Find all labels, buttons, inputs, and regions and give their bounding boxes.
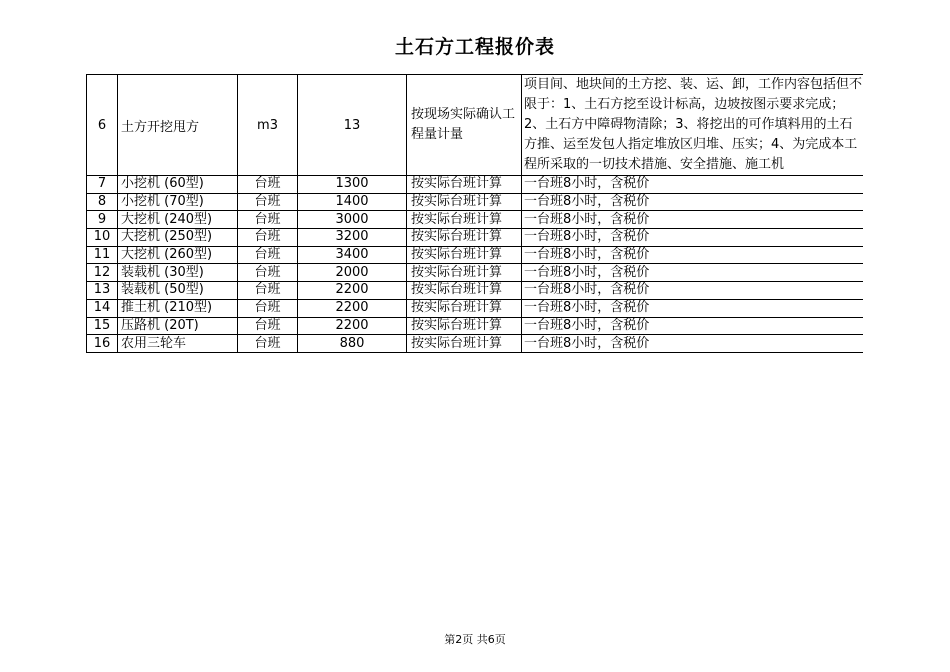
item-price: 880 bbox=[298, 335, 407, 353]
item-unit: 台班 bbox=[238, 176, 298, 194]
item-calc-method: 按实际台班计算 bbox=[407, 211, 522, 229]
quote-table bbox=[86, 74, 863, 353]
item-name: 装载机 (50型) bbox=[118, 282, 238, 300]
item-calc-method: 按实际台班计算 bbox=[407, 317, 522, 335]
item-name: 大挖机 (260型) bbox=[118, 246, 238, 264]
item-name: 推土机 (210型) bbox=[118, 299, 238, 317]
row-number: 13 bbox=[87, 282, 118, 300]
table-row bbox=[87, 75, 863, 176]
item-unit: m3 bbox=[238, 75, 298, 176]
item-unit: 台班 bbox=[238, 264, 298, 282]
item-note: 一台班8小时，含税价 bbox=[522, 229, 863, 247]
item-unit: 台班 bbox=[238, 193, 298, 211]
item-name: 大挖机 (250型) bbox=[118, 229, 238, 247]
table-row bbox=[87, 264, 863, 282]
item-note: 一台班8小时，含税价 bbox=[522, 317, 863, 335]
item-note: 项目间、地块间的土方挖、装、运、卸，工作内容包括但不限于：1、土石方挖至设计标高，边坡按图示要求完成；2、土石方中障碍物清除；3、将挖出的可作填料用的土石方推、运至发包人指定堆放区归堆、压实；4、为完成本工程所采取的一切技术措施、安全措施、施工机 bbox=[522, 75, 863, 176]
table-row bbox=[87, 229, 863, 247]
item-price: 3000 bbox=[298, 211, 407, 229]
item-calc-method: 按实际台班计算 bbox=[407, 282, 522, 300]
item-price: 2200 bbox=[298, 299, 407, 317]
item-calc-method: 按实际台班计算 bbox=[407, 246, 522, 264]
item-calc-method: 按实际台班计算 bbox=[407, 335, 522, 353]
item-price: 13 bbox=[298, 75, 407, 176]
item-calc-method: 按实际台班计算 bbox=[407, 176, 522, 194]
row-number: 14 bbox=[87, 299, 118, 317]
item-calc-method: 按实际台班计算 bbox=[407, 229, 522, 247]
item-name: 大挖机 (240型) bbox=[118, 211, 238, 229]
item-unit: 台班 bbox=[238, 229, 298, 247]
table-row bbox=[87, 299, 863, 317]
item-calc-method: 按实际台班计算 bbox=[407, 299, 522, 317]
row-number: 11 bbox=[87, 246, 118, 264]
item-price: 2200 bbox=[298, 282, 407, 300]
item-note: 一台班8小时，含税价 bbox=[522, 246, 863, 264]
page-footer: 第2页 共6页 bbox=[444, 633, 506, 646]
item-note: 一台班8小时，含税价 bbox=[522, 335, 863, 353]
item-calc-method: 按实际台班计算 bbox=[407, 193, 522, 211]
item-note: 一台班8小时，含税价 bbox=[522, 176, 863, 194]
table-row bbox=[87, 176, 863, 194]
item-unit: 台班 bbox=[238, 335, 298, 353]
item-name: 装载机 (30型) bbox=[118, 264, 238, 282]
row-number: 10 bbox=[87, 229, 118, 247]
item-price: 3400 bbox=[298, 246, 407, 264]
row-number: 16 bbox=[87, 335, 118, 353]
row-number: 6 bbox=[87, 75, 118, 176]
item-note: 一台班8小时，含税价 bbox=[522, 211, 863, 229]
item-note: 一台班8小时，含税价 bbox=[522, 299, 863, 317]
item-name: 压路机 (20T) bbox=[118, 317, 238, 335]
item-calc-method: 按实际台班计算 bbox=[407, 264, 522, 282]
item-name: 土方开挖甩方 bbox=[118, 75, 238, 176]
item-unit: 台班 bbox=[238, 246, 298, 264]
row-number: 12 bbox=[87, 264, 118, 282]
row-number: 7 bbox=[87, 176, 118, 194]
item-price: 1400 bbox=[298, 193, 407, 211]
item-price: 1300 bbox=[298, 176, 407, 194]
table-row bbox=[87, 211, 863, 229]
item-unit: 台班 bbox=[238, 299, 298, 317]
table-row bbox=[87, 193, 863, 211]
table-row bbox=[87, 317, 863, 335]
table-row bbox=[87, 282, 863, 300]
item-name: 小挖机 (70型) bbox=[118, 193, 238, 211]
item-note: 一台班8小时，含税价 bbox=[522, 264, 863, 282]
row-number: 15 bbox=[87, 317, 118, 335]
item-note: 一台班8小时，含税价 bbox=[522, 282, 863, 300]
item-name: 小挖机 (60型) bbox=[118, 176, 238, 194]
table-row bbox=[87, 246, 863, 264]
item-price: 3200 bbox=[298, 229, 407, 247]
item-unit: 台班 bbox=[238, 282, 298, 300]
item-name: 农用三轮车 bbox=[118, 335, 238, 353]
item-note: 一台班8小时，含税价 bbox=[522, 193, 863, 211]
row-number: 9 bbox=[87, 211, 118, 229]
item-price: 2200 bbox=[298, 317, 407, 335]
item-calc-method: 按现场实际确认工程量计量 bbox=[407, 75, 522, 176]
row-number: 8 bbox=[87, 193, 118, 211]
table-row bbox=[87, 335, 863, 353]
item-unit: 台班 bbox=[238, 211, 298, 229]
item-unit: 台班 bbox=[238, 317, 298, 335]
page-title: 土石方工程报价表 bbox=[394, 36, 555, 58]
item-price: 2000 bbox=[298, 264, 407, 282]
